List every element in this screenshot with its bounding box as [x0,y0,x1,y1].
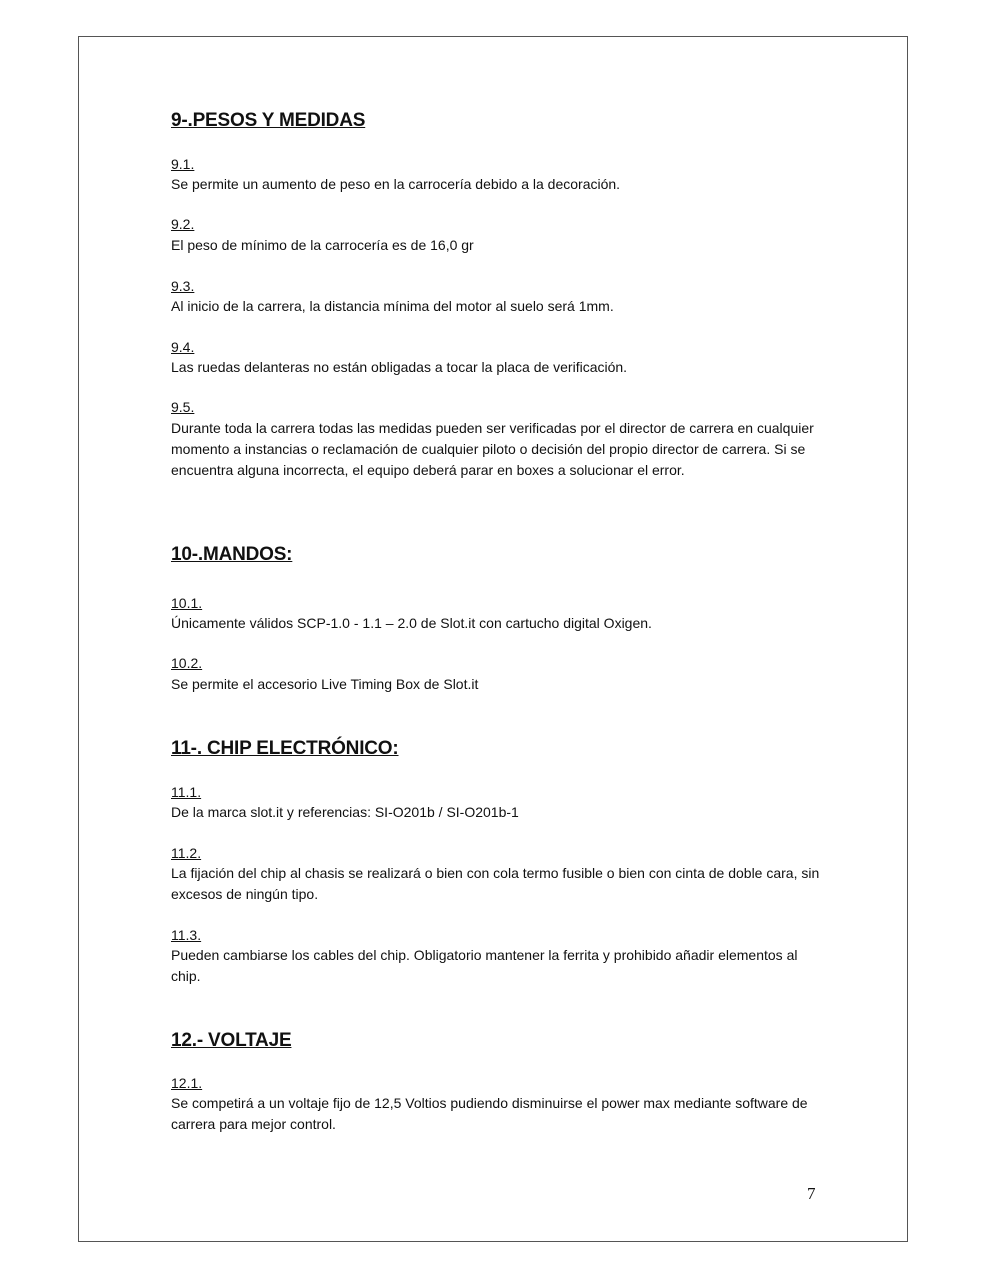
item-text: La fijación del chip al chasis se realizará o bien con cola termo fusible o bien con cinta de doble cara, sin excesos de ningún tipo. [171,865,820,902]
item-number: 9.2. [171,216,195,232]
item-text: De la marca slot.it y referencias: SI-O201b / SI-O201b-1 [171,804,519,820]
section-heading-12: 12.- VOLTAJE [171,1030,292,1051]
item-number: 11.2. [171,845,202,861]
item-text: Pueden cambiarse los cables del chip. Obligatorio mantener la ferrita y prohibido añadir elementos al chip. [171,947,798,984]
item-text: Durante toda la carrera todas las medidas pueden ser verificadas por el director de carrera en cualquier momento a instancias o reclamación de cualquier piloto o decisión del propio director de carrera. Si se encuentra alguna incorrecta, el equipo deberá parar en boxes a solucionar el error. [171,420,814,478]
item-text: Únicamente válidos SCP-1.0 - 1.1 – 2.0 de Slot.it con cartucho digital Oxigen. [171,615,652,631]
page-number: 7 [807,1184,816,1203]
item-text: Se competirá a un voltaje fijo de 12,5 Voltios pudiendo disminuirse el power max mediante software de carrera para mejor control. [171,1095,808,1132]
item-number: 10.1. [171,595,203,611]
item-number: 11.1. [171,784,202,800]
item-number: 11.3. [171,927,202,943]
page-border [78,36,908,1242]
section-heading-9: 9-.PESOS Y MEDIDAS [171,110,366,131]
item-number: 12.1. [171,1075,203,1091]
item-text: Se permite el accesorio Live Timing Box de Slot.it [171,676,479,692]
item-number: 9.5. [171,399,195,415]
item-number: 9.4. [171,339,195,355]
item-text: Al inicio de la carrera, la distancia mínima del motor al suelo será 1mm. [171,298,614,314]
item-number: 10.2. [171,655,203,671]
item-number: 9.3. [171,278,195,294]
item-text: Se permite un aumento de peso en la carrocería debido a la decoración. [171,176,621,192]
item-number: 9.1. [171,156,195,172]
section-heading-10: 10-.MANDOS: [171,544,293,565]
item-text: El peso de mínimo de la carrocería es de 16,0 gr [171,237,474,253]
item-text: Las ruedas delanteras no están obligadas a tocar la placa de verificación. [171,359,628,375]
section-heading-11: 11-. CHIP ELECTRÓNICO: [171,738,399,759]
